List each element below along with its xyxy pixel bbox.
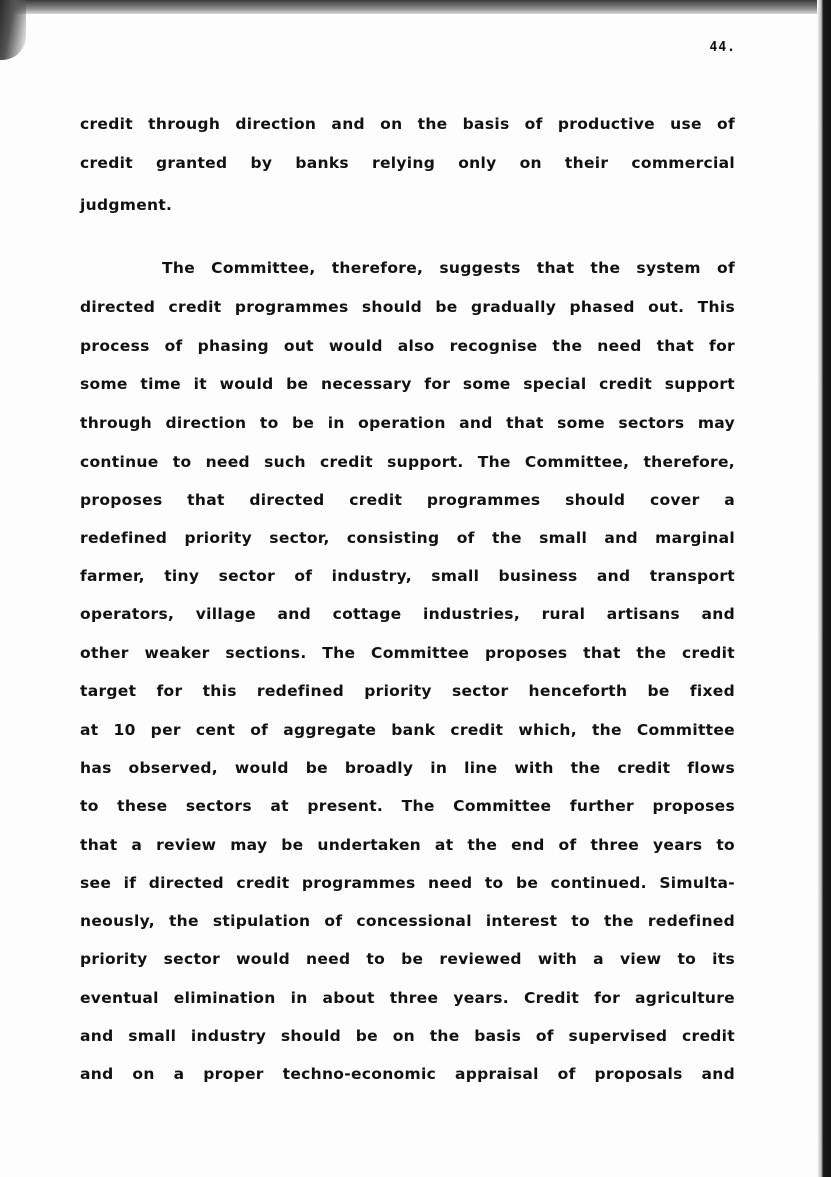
text-line: to these sectors at present. The Committee further proposes [80,797,735,815]
text-line: farmer, tiny sector of industry, small business and transport [80,567,735,585]
text-line: see if directed credit programmes need to be continued. Simulta- [80,874,735,892]
text-line: through direction to be in operation and that some sectors may [80,414,735,432]
text-line: credit granted by banks relying only on their commercial [80,154,735,172]
text-line: credit through direction and on the basis of productive use of [80,115,735,133]
text-line: has observed, would be broadly in line with the credit flows [80,759,735,777]
text-line: other weaker sections. The Committee proposes that the credit [80,644,735,662]
page-top-edge [0,0,831,14]
text-line: at 10 per cent of aggregate bank credit which, the Committee [80,721,735,739]
text-line: eventual elimination in about three years. Credit for agriculture [80,989,735,1007]
text-line: neously, the stipulation of concessional interest to the redefined [80,912,735,930]
text-line: judgment. [80,196,173,214]
text-line: process of phasing out would also recognise the need that for [80,337,735,355]
page-corner-shadow [0,0,26,60]
text-line: proposes that directed credit programmes should cover a [80,491,735,509]
text-line: priority sector would need to be reviewed with a view to its [80,950,735,968]
text-line: operators, village and cottage industries, rural artisans and [80,605,735,623]
text-line: target for this redefined priority sector henceforth be fixed [80,682,735,700]
text-line: and on a proper techno-economic appraisal of proposals and [80,1065,735,1083]
text-line: redefined priority sector, consisting of the small and marginal [80,529,735,547]
text-line: that a review may be undertaken at the end of three years to [80,836,735,854]
text-line: The Committee, therefore, suggests that the system of [162,259,735,277]
text-line: and small industry should be on the basis of supervised credit [80,1027,735,1045]
text-line: some time it would be necessary for some special credit support [80,375,735,393]
text-line: continue to need such credit support. The Committee, therefore, [80,453,735,471]
page-right-edge [817,0,831,1177]
text-line: directed credit programmes should be gradually phased out. This [80,298,735,316]
page-number: 44. [709,40,736,55]
